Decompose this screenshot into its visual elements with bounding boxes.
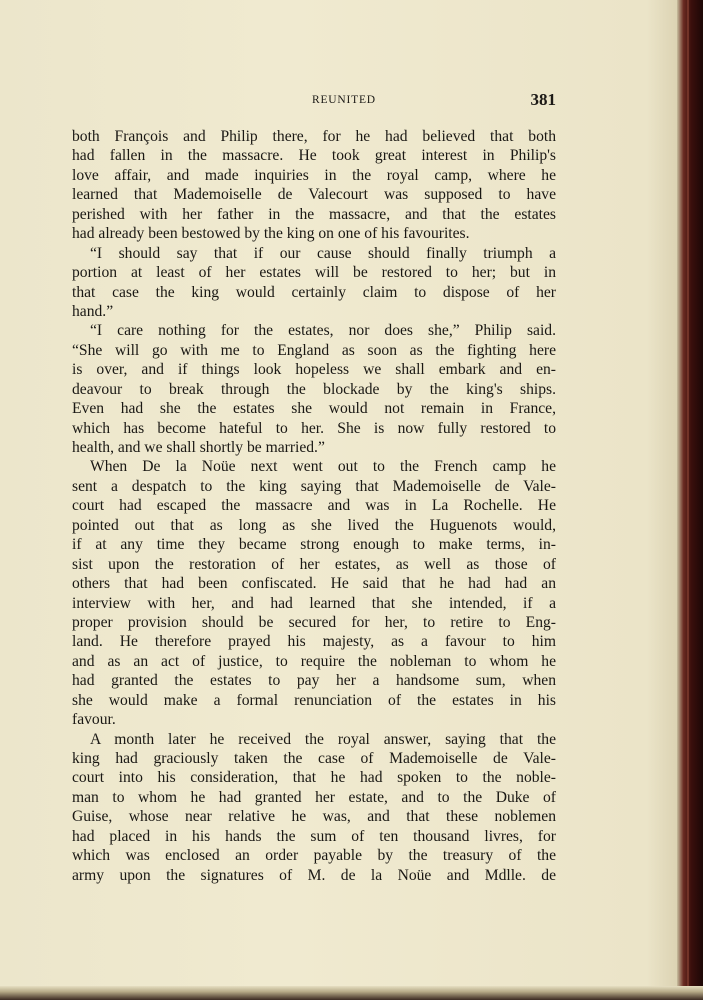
text-line: deavour to break through the blockade by the king's ships. bbox=[72, 380, 556, 398]
text-line: sent a despatch to the king saying that Mademoiselle de Vale- bbox=[72, 477, 556, 495]
text-line: When De la Noüe next went out to the French camp he bbox=[90, 458, 556, 476]
text-line: love affair, and made inquiries in the royal camp, where he bbox=[72, 166, 556, 184]
text-line: “She will go with me to England as soon as the fighting here bbox=[72, 341, 556, 359]
text-line: favour. bbox=[72, 711, 116, 729]
text-line: and as an act of justice, to require the nobleman to whom he bbox=[72, 652, 556, 670]
text-line: land. He therefore prayed his majesty, as a favour to him bbox=[72, 633, 556, 651]
text-line: interview with her, and had learned that she intended, if a bbox=[72, 594, 556, 612]
text-line: pointed out that as long as she lived the Huguenots would, bbox=[72, 516, 556, 534]
text-line: had granted the estates to pay her a handsome sum, when bbox=[72, 672, 556, 690]
text-line: had fallen in the massacre. He took great interest in Philip's bbox=[72, 147, 556, 165]
text-line: hand.” bbox=[72, 302, 114, 320]
text-line: portion at least of her estates will be restored to her; but in bbox=[72, 264, 556, 282]
text-line: which was enclosed an order payable by the treasury of the bbox=[72, 847, 556, 865]
page-number: 381 bbox=[530, 90, 556, 109]
text-line: sist upon the restoration of her estates, as well as those of bbox=[72, 555, 556, 573]
text-line: court into his consideration, that he had spoken to the noble- bbox=[72, 769, 556, 787]
text-line: “I should say that if our cause should finally triumph a bbox=[90, 244, 556, 262]
text-line: which has become hateful to her. She is now fully restored to bbox=[72, 419, 556, 437]
text-line: court had escaped the massacre and was in La Rochelle. He bbox=[72, 497, 556, 515]
text-line: Guise, whose near relative he was, and that these noblemen bbox=[72, 808, 556, 826]
text-line: had placed in his hands the sum of ten thousand livres, for bbox=[72, 827, 556, 845]
text-line: perished with her father in the massacre, and that the estates bbox=[72, 205, 556, 223]
page-header bbox=[72, 92, 556, 112]
text-line: she would make a formal renunciation of the estates in his bbox=[72, 691, 556, 709]
text-line: army upon the signatures of M. de la Noüe and Mdlle. de bbox=[72, 866, 556, 884]
book-binding-edge bbox=[677, 0, 703, 1000]
running-head: REUNITED bbox=[312, 94, 376, 106]
text-line: others that had been confiscated. He said that he had had an bbox=[72, 575, 556, 593]
text-line: king had graciously taken the case of Mademoiselle de Vale- bbox=[72, 750, 556, 767]
text-line: is over, and if things look hopeless we shall embark and en- bbox=[72, 361, 556, 379]
text-line: that case the king would certainly claim to dispose of her bbox=[72, 283, 556, 301]
text-line: had already been bestowed by the king on one of his favourites. bbox=[72, 225, 470, 243]
text-line: health, and we shall shortly be married.” bbox=[72, 439, 325, 456]
text-line: Even had she the estates she would not remain in France, bbox=[72, 400, 556, 418]
text-line: A month later he received the royal answer, saying that the bbox=[90, 730, 556, 748]
body-text bbox=[72, 127, 556, 885]
text-line: learned that Mademoiselle de Valecourt was supposed to have bbox=[72, 186, 556, 204]
text-line: “I care nothing for the estates, nor does she,” Philip said. bbox=[90, 322, 556, 340]
text-line: proper provision should be secured for her, to retire to Eng- bbox=[72, 613, 556, 631]
text-line: both François and Philip there, for he had believed that both bbox=[72, 128, 556, 145]
binding-edge-line bbox=[687, 0, 689, 1000]
text-line: man to whom he had granted her estate, and to the Duke of bbox=[72, 788, 556, 806]
text-line: if at any time they became strong enough to make terms, in- bbox=[72, 536, 556, 554]
page-bottom-edge bbox=[0, 986, 703, 1000]
